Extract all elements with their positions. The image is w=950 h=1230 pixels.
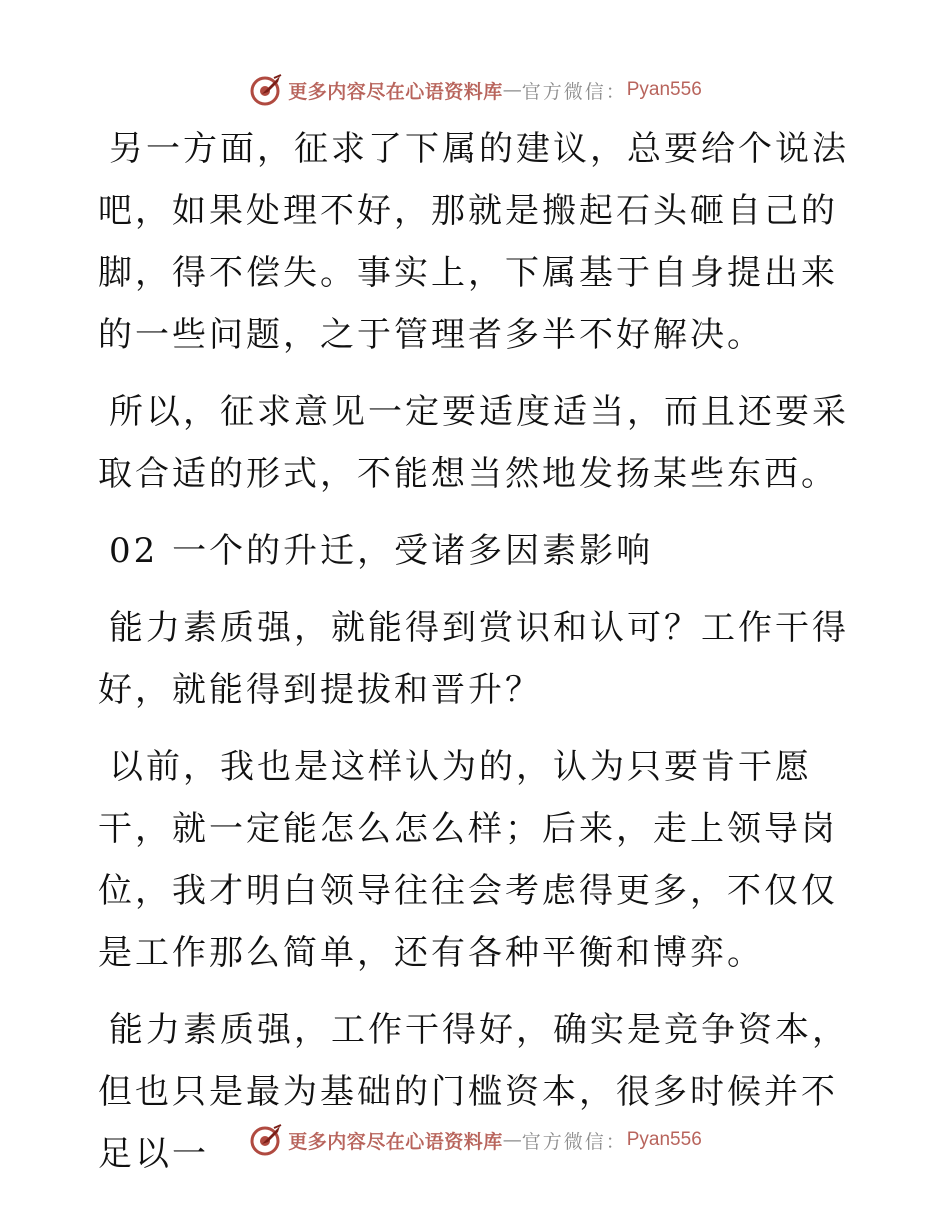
paragraph: 能力素质强，就能得到赏识和认可？工作干得好，就能得到提拔和晋升？ — [98, 608, 849, 710]
footer-separator: — — [502, 1129, 522, 1151]
header-watermark — [0, 70, 950, 110]
paragraph: 另一方面，征求了下属的建议，总要给个说法吧，如果处理不好，那就是搬起石头砸自己的脚，得不偿失。事实上，下属基于自身提出来的一些问题，之于管理者多半不好解决。 — [98, 129, 849, 355]
header-wechat-id: Pyan556 — [626, 79, 702, 100]
quill-logo-icon — [248, 1122, 284, 1158]
footer-watermark — [0, 1120, 950, 1160]
paragraph: 以前，我也是这样认为的，认为只要肯干愿干，就一定能怎么怎么样；后来，走上领导岗位，我才明白领导往往会考虑得更多，不仅仅是工作那么简单，还有各种平衡和博弈。 — [98, 747, 838, 973]
document-body — [98, 118, 858, 1200]
header-separator: — — [502, 79, 522, 101]
header-site-text: 更多内容尽在心语资料库 — [288, 80, 503, 103]
footer-wechat-label: 官方微信： — [521, 1130, 627, 1153]
section-heading: 02 一个的升迁，受诸多因素影响 — [109, 531, 654, 571]
footer-site-text: 更多内容尽在心语资料库 — [288, 1130, 503, 1153]
quill-logo-icon — [248, 72, 284, 108]
header-wechat-label: 官方微信： — [521, 80, 627, 103]
footer-wechat-id: Pyan556 — [626, 1129, 702, 1150]
paragraph: 能力素质强，工作干得好，确实是竞争资本，但也只是最为基础的门槛资本，很多时候并不足以一 — [98, 1010, 849, 1174]
paragraph: 所以，征求意见一定要适度适当，而且还要采取合适的形式，不能想当然地发扬某些东西。 — [98, 392, 849, 494]
